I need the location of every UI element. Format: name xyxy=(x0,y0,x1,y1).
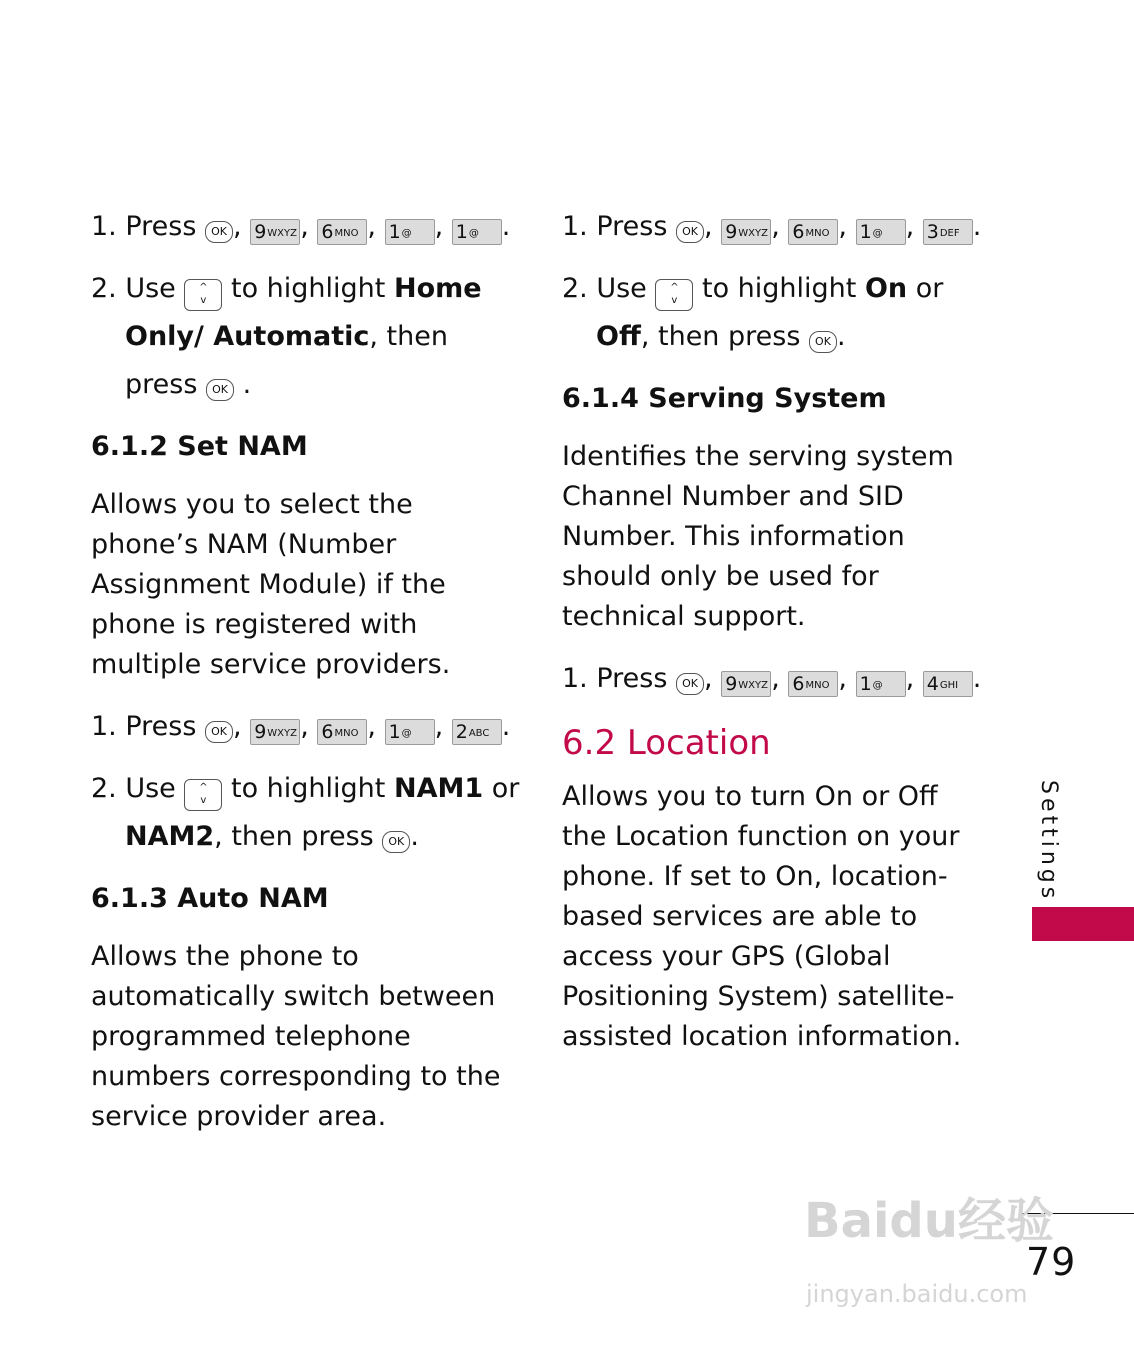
nav-up-down-icon: ^ v xyxy=(655,279,693,311)
key-9-icon: 9WXYZ xyxy=(721,219,771,245)
key-1-icon: 1@ xyxy=(385,719,435,745)
text-location: Allows you to turn On or Off the Location function on your phone. If set to On, location-based services are able to access your GPS (Global Positioning System) satellite-assisted location information. xyxy=(562,781,962,1052)
option-on: On xyxy=(864,273,908,304)
nav-up-down-icon: ^ v xyxy=(184,779,222,811)
key-9-icon: 9WXYZ xyxy=(721,671,771,697)
option-nam1: NAM1 xyxy=(393,773,484,804)
option-nam2: NAM2 xyxy=(125,821,215,852)
option-home-only: Home Only/ Automatic xyxy=(125,273,482,352)
ok-key-icon: OK xyxy=(676,673,704,695)
key-1-icon: 1@ xyxy=(856,219,906,245)
key-6-icon: 6MNO xyxy=(317,719,367,745)
key-2-icon: 2ABC xyxy=(452,719,502,745)
heading-serving-system: 6.1.4 Serving System xyxy=(562,383,887,414)
heading-location: 6.2 Location xyxy=(562,723,771,763)
sidebar-section-bar xyxy=(1032,907,1134,941)
key-6-icon: 6MNO xyxy=(788,219,838,245)
step-press-roam-alert: 1. Press OK , 9WXYZ , 6MNO , 1@ , 3DEF . xyxy=(562,211,982,243)
key-6-icon: 6MNO xyxy=(788,671,838,697)
key-9-icon: 9WXYZ xyxy=(250,219,300,245)
ok-key-icon: OK xyxy=(809,331,837,353)
option-off: Off xyxy=(596,321,641,352)
heading-auto-nam: 6.1.3 Auto NAM xyxy=(91,883,329,914)
step-press-roaming: 1. Press OK , 9WXYZ , 6MNO , 1@ , 1@ . xyxy=(91,211,511,243)
key-4-icon: 4GHI xyxy=(923,671,973,697)
ok-key-icon: OK xyxy=(382,831,410,853)
key-9-icon: 9WXYZ xyxy=(250,719,300,745)
step-use-nam: 2. Use ^ v to highlight NAM1 or NAM2, then press OK . xyxy=(91,773,520,852)
ok-key-icon: OK xyxy=(676,221,704,243)
nav-up-down-icon: ^ v xyxy=(184,279,222,311)
step-use-home-only: 2. Use ^ v to highlight Home Only/ Automatic, then press OK . xyxy=(91,273,482,400)
key-1-icon: 1@ xyxy=(856,671,906,697)
right-column xyxy=(562,203,982,1075)
heading-set-nam: 6.1.2 Set NAM xyxy=(91,431,308,462)
sidebar-section-label: Settings xyxy=(1036,780,1061,903)
text-set-nam: Allows you to select the phone’s NAM (Number Assignment Module) if the phone is registered with multiple service providers. xyxy=(91,489,451,680)
ok-key-icon: OK xyxy=(205,221,233,243)
key-3-icon: 3DEF xyxy=(923,219,973,245)
key-1-icon: 1@ xyxy=(385,219,435,245)
step-press-set-nam: 1. Press OK , 9WXYZ , 6MNO , 1@ , 2ABC . xyxy=(91,711,511,743)
baidu-watermark-url: jingyan.baidu.com xyxy=(806,1280,1028,1308)
left-column xyxy=(91,203,521,1155)
step-use-on-off: 2. Use ^ v to highlight On or Off, then press OK . xyxy=(562,273,944,352)
key-6-icon: 6MNO xyxy=(317,219,367,245)
text-auto-nam: Allows the phone to automatically switch between programmed telephone numbers corresponding to the service provider area. xyxy=(91,941,501,1132)
ok-key-icon: OK xyxy=(205,721,233,743)
baidu-watermark-logo: Baidu经验 xyxy=(804,1193,1054,1249)
key-1-icon: 1@ xyxy=(452,219,502,245)
ok-key-icon: OK xyxy=(206,379,234,401)
step-press-serving-system: 1. Press OK , 9WXYZ , 6MNO , 1@ , 4GHI . xyxy=(562,663,982,695)
page-number: 79 xyxy=(1026,1240,1077,1284)
text-serving-system: Identifies the serving system Channel Number and SID Number. This information should only be used for technical support. xyxy=(562,441,954,632)
